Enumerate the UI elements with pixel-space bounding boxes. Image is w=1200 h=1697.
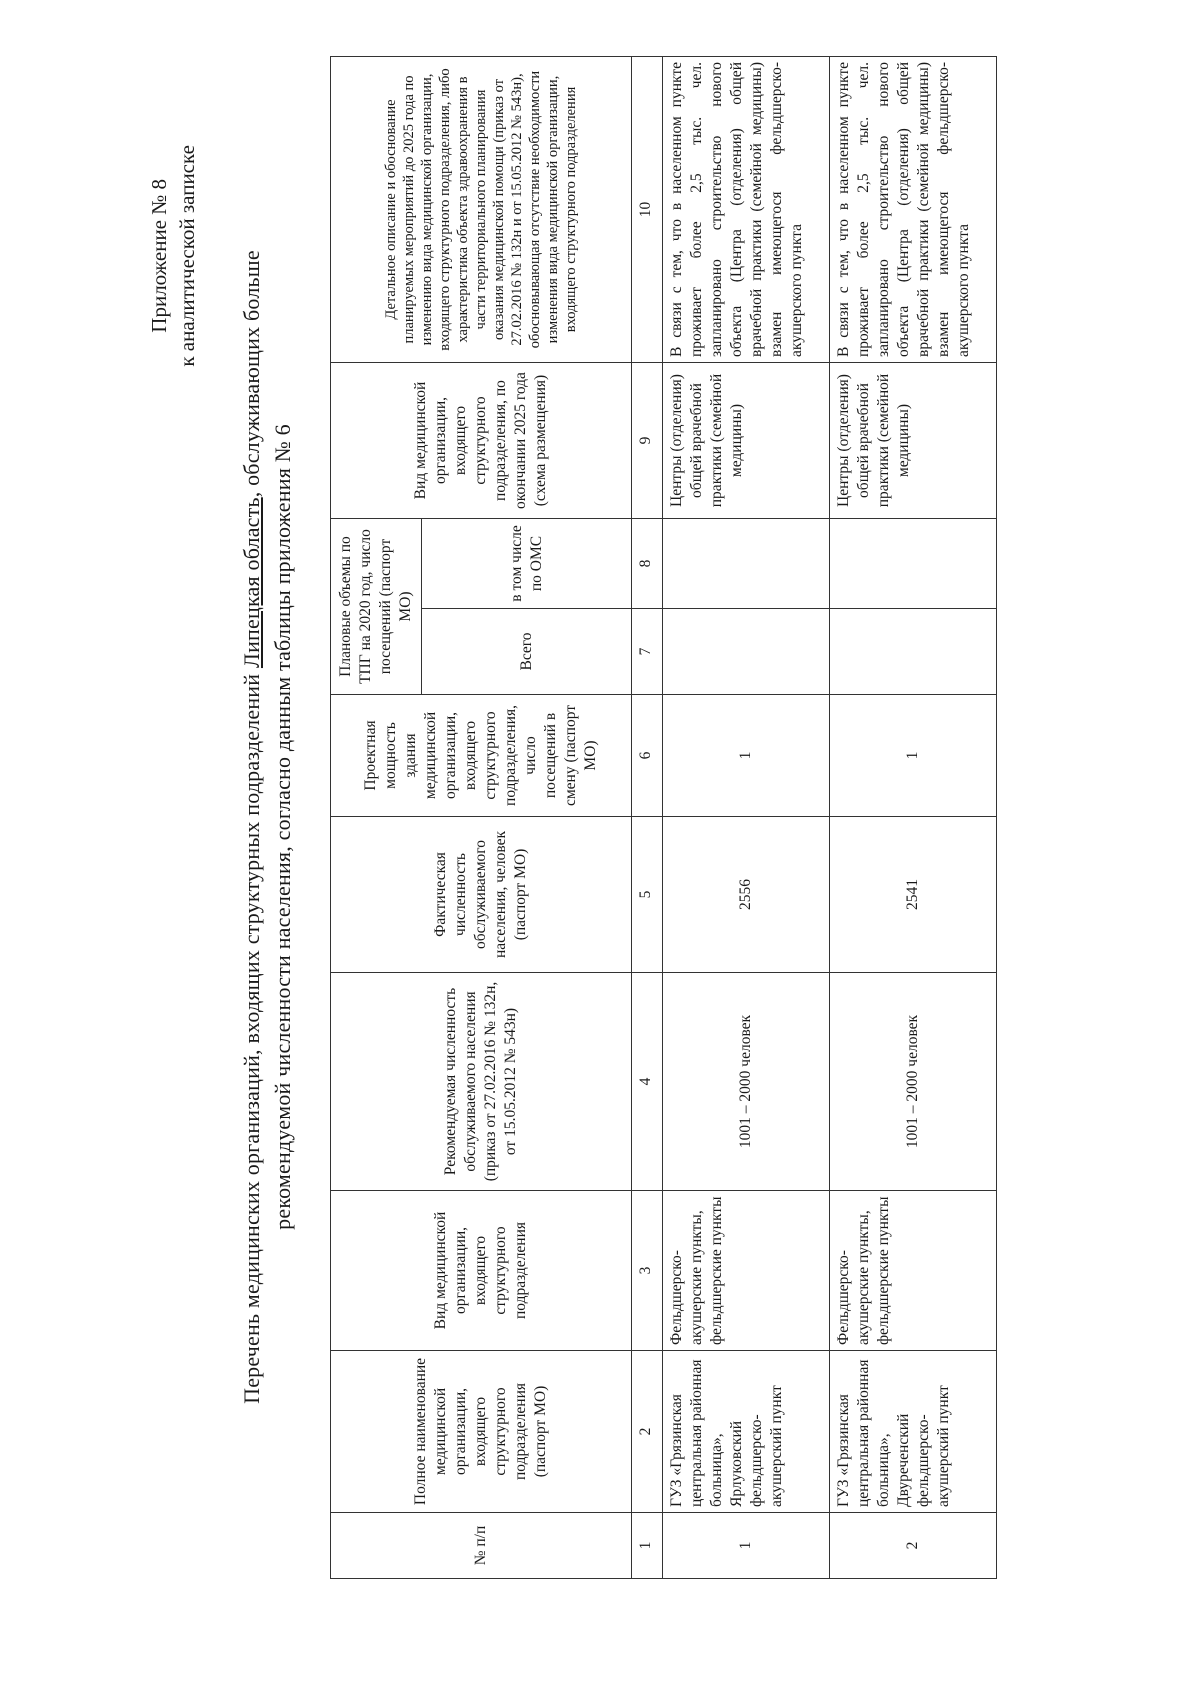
header-capacity: Проектная мощность здания медицинской организации, входящего структурного подразделения, число посещений в смену (паспорт МО) [331, 695, 632, 817]
column-number: 2 [632, 1351, 663, 1513]
header-recommended: Рекомендуемая численность обслуживаемого населения (приказ от 27.02.2016 № 132н, от 15.05.2012 № 543н) [331, 973, 632, 1191]
column-number: 1 [632, 1513, 663, 1579]
header-total: Всего [422, 609, 632, 695]
title-part2: , обслуживающих больше [239, 250, 264, 498]
title-region: Липецкая область [239, 497, 264, 669]
document-title [236, 107, 298, 1547]
row-actual: 2556 [663, 817, 830, 973]
row-org-name: ГУЗ «Грязинская центральная районная больница», Ярлуковский фельдшерско-акушерский пункт [663, 1351, 830, 1513]
row-oms [830, 519, 997, 609]
column-number: 9 [632, 363, 663, 519]
row-number: 2 [830, 1513, 997, 1579]
row-number: 1 [663, 1513, 830, 1579]
row-type-2025: Центры (отделения) общей врачебной практики (семейной медицины) [830, 363, 997, 519]
header-type: Вид медицинской организации, входящего структурного подразделения [331, 1191, 632, 1351]
row-recommended: 1001 – 2000 человек [663, 973, 830, 1191]
header-row-1 [331, 57, 422, 1579]
row-recommended: 1001 – 2000 человек [830, 973, 997, 1191]
row-org-name: ГУЗ «Грязинская центральная районная больница», Двуреченский фельдшерско-акушерский пункт [830, 1351, 997, 1513]
row-actual: 2541 [830, 817, 997, 973]
table-row [663, 57, 830, 1579]
header-actual: Фактическая численность обслуживаемого населения, человек (паспорт МО) [331, 817, 632, 973]
row-capacity: 1 [830, 695, 997, 817]
column-number: 10 [632, 57, 663, 363]
header-description: Детальное описание и обоснование планируемых мероприятий до 2025 года по изменению вида медицинской организации, входящего структурного подразделения, либо характеристика объекта здравоохранения в части территориального планирования оказания медицинской помощи (приказ от 27.02.2016 № 132н и от 15.05.2012 № 543н), обосновывающая отсутствие необходимости изменения вида медицинской организации, входящего структурного подразделения [331, 57, 632, 363]
header-number: № п/п [331, 1513, 632, 1579]
column-number: 5 [632, 817, 663, 973]
appendix-subtitle: к аналитической записке [175, 145, 199, 367]
column-number: 6 [632, 695, 663, 817]
row-org-type: Фельдшерско-акушерские пункты, фельдшерские пункты [830, 1191, 997, 1351]
appendix-number: Приложение № 8 [147, 178, 171, 333]
column-number: 3 [632, 1191, 663, 1351]
row-capacity: 1 [663, 695, 830, 817]
row-description: В связи с тем, что в населенном пункте проживает более 2,5 тыс. чел. запланировано строительство нового объекта (Центра (отделения) общей врачебной практики (семейной медицины) взамен имеющегося фельдшерско-акушерского пункта [830, 57, 997, 363]
column-numbers-row [632, 57, 663, 1579]
header-planned-volumes: Плановые объемы по ТПГ на 2020 год, число посещений (паспорт МО) [331, 519, 422, 695]
column-number: 4 [632, 973, 663, 1191]
column-number: 7 [632, 609, 663, 695]
row-type-2025: Центры (отделения) общей врачебной практики (семейной медицины) [663, 363, 830, 519]
title-part1: Перечень медицинских организаций, входящих структурных подразделений [239, 668, 264, 1404]
row-total [663, 609, 830, 695]
row-total [830, 609, 997, 695]
header-type-2025: Вид медицинской организации, входящего структурного подразделения, по окончании 2025 года (схема размещения) [331, 363, 632, 519]
appendix-label [145, 145, 201, 367]
table-row [830, 57, 997, 1579]
organizations-table [330, 56, 997, 1579]
header-oms: в том числе по ОМС [422, 519, 632, 609]
header-name: Полное наименование медицинской организации, входящего структурного подразделения (паспорт МО) [331, 1351, 632, 1513]
column-number: 8 [632, 519, 663, 609]
title-line2: рекомендуемой численности населения, согласно данным таблицы приложения № 6 [270, 424, 295, 1230]
row-org-type: Фельдшерско-акушерские пункты, фельдшерские пункты [663, 1191, 830, 1351]
row-description: В связи с тем, что в населенном пункте проживает более 2,5 тыс. чел. запланировано строительство нового объекта (Центра (отделения) общей врачебной практики (семейной медицины) взамен имеющегося фельдшерско-акушерского пункта [663, 57, 830, 363]
row-oms [663, 519, 830, 609]
